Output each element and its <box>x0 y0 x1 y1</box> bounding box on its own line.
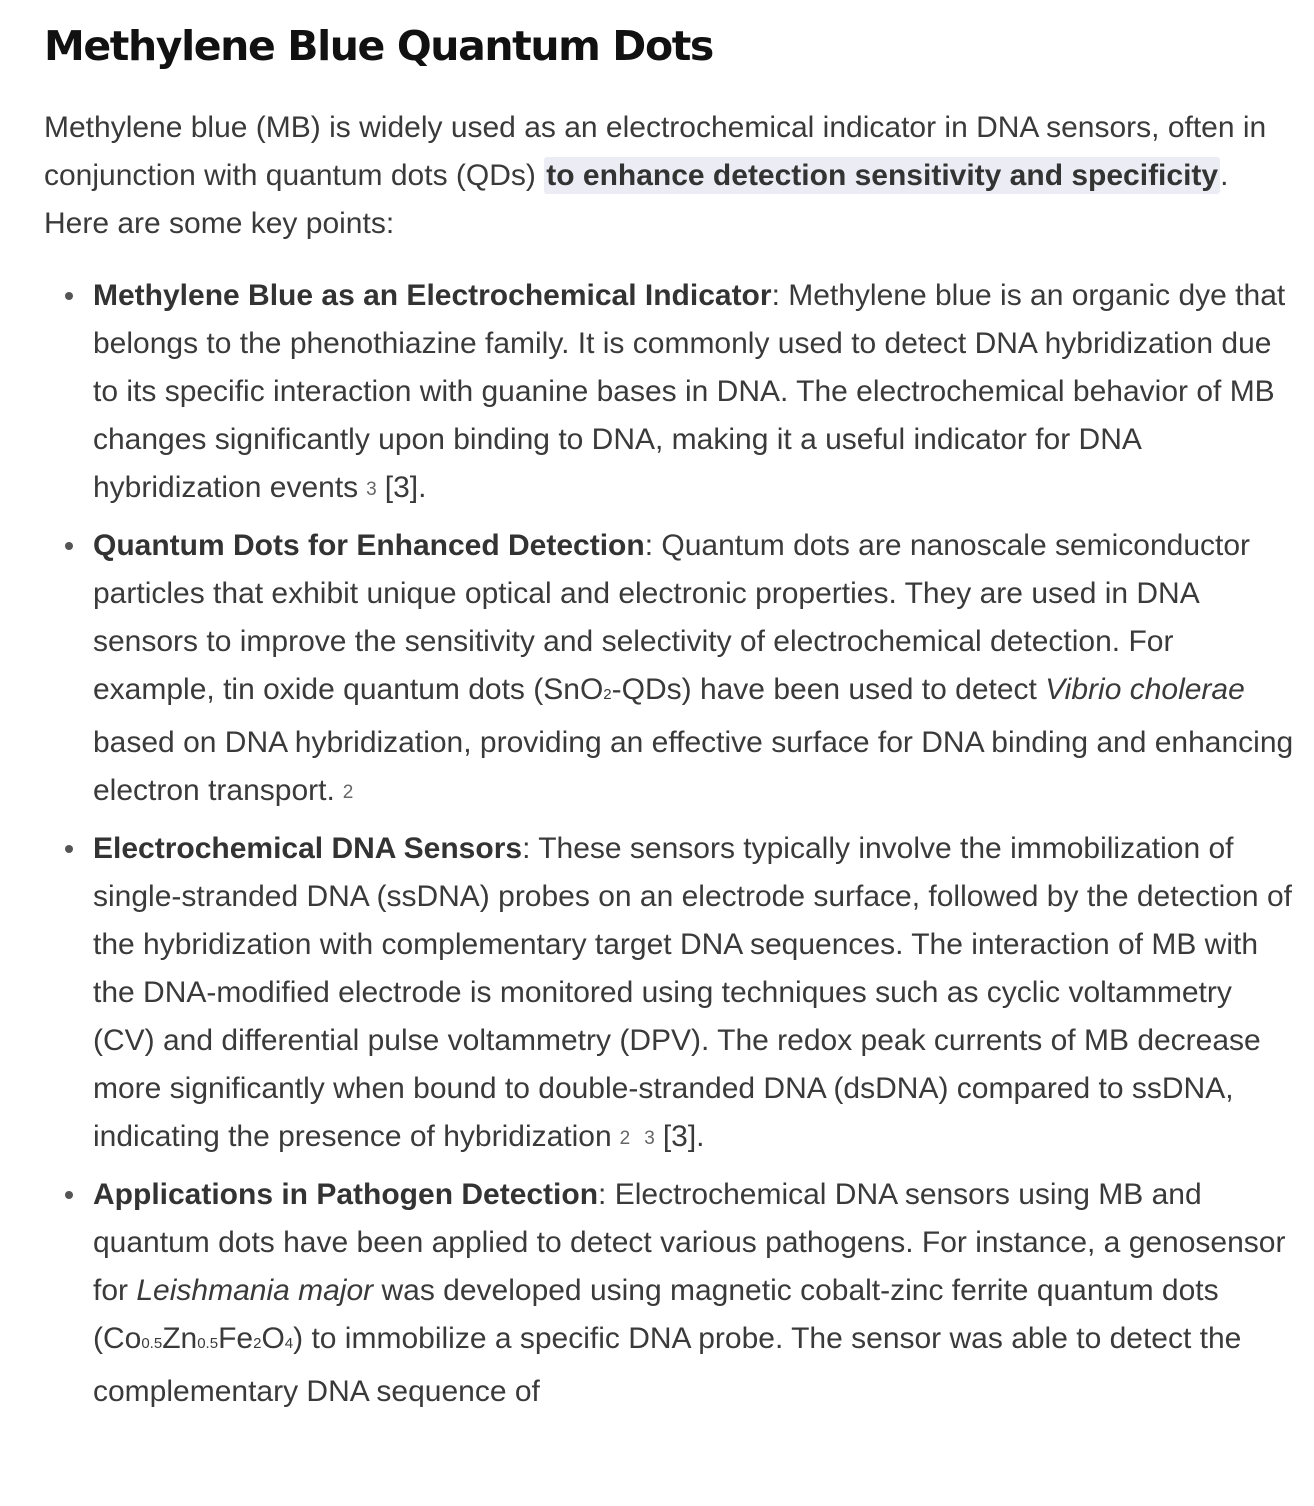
item-term: Applications in Pathogen Detection <box>93 1178 599 1211</box>
citation-badge[interactable]: 3 <box>644 1128 655 1149</box>
item-text: : Quantum dots are nanoscale semiconductor particles that exhibit unique optical and electronic properties. They are used in DNA sensors to improve the sensitivity and selectivity of electrochemical detection. For example, tin oxide quantum dots (SnO <box>93 529 1251 706</box>
intro-highlight: to enhance detection sensitivity and specificity <box>546 159 1219 192</box>
item-text: Zn <box>162 1322 198 1355</box>
item-text: ) to immobilize a specific DNA probe. The sensor was able to detect the complementary DNA sequence of <box>93 1322 1242 1408</box>
item-term: Quantum Dots for Enhanced Detection <box>93 529 645 562</box>
bullet-dot <box>65 292 73 300</box>
bullet-dot <box>65 845 73 853</box>
item-term: Electrochemical DNA Sensors <box>93 832 523 865</box>
item-text: -QDs) have been used to detect <box>611 673 1046 706</box>
list-item <box>44 272 1294 514</box>
intro-text: Methylene blue (MB) is widely used as an electrochemical indicator in DNA sensors, often in conjunction with quantum dots (QDs) <box>44 111 1267 192</box>
list-item <box>44 1171 1294 1416</box>
reference-text: [3]. <box>662 1120 705 1153</box>
species-name: Vibrio cholerae <box>1045 673 1245 706</box>
intro-paragraph <box>44 104 1294 248</box>
list-item <box>44 522 1294 817</box>
item-text: Fe <box>218 1322 254 1355</box>
reference-text: [3]. <box>384 471 427 504</box>
page-title: Methylene Blue Quantum Dots <box>44 22 713 70</box>
item-text: : Electrochemical DNA sensors using MB and quantum dots have been applied to detect various pathogens. For instance, a genosensor for <box>93 1178 1286 1307</box>
bullet-dot <box>65 542 73 550</box>
item-term: Methylene Blue as an Electrochemical Indicator <box>93 279 772 312</box>
list-item <box>44 825 1294 1163</box>
key-points-list <box>44 272 1294 1416</box>
item-text: based on DNA hybridization, providing an effective surface for DNA binding and enhancing electron transport. <box>93 726 1294 807</box>
species-name: Leishmania major <box>136 1274 374 1307</box>
item-text: was developed using magnetic cobalt-zinc ferrite quantum dots (Co <box>93 1274 1219 1355</box>
subscript: 2 <box>253 1335 262 1352</box>
subscript: 2 <box>603 686 612 703</box>
bullet-dot <box>65 1191 73 1199</box>
subscript: 4 <box>284 1335 294 1352</box>
item-text: : Methylene blue is an organic dye that belongs to the phenothiazine family. It is commonly used to detect DNA hybridization due to its specific interaction with guanine bases in DNA. The electrochemical behavior of MB changes significantly upon binding to DNA, making it a useful indicator for DNA hybridization events <box>93 279 1286 504</box>
subscript: 0.5 <box>141 1335 163 1352</box>
citation-badge[interactable]: 2 <box>619 1128 631 1149</box>
intro-text-end: . Here are some key points: <box>44 159 1229 240</box>
citation-badge[interactable]: 2 <box>342 782 354 803</box>
item-text: : These sensors typically involve the immobilization of single-stranded DNA (ssDNA) probes on an electrode surface, followed by the detection of the hybridization with complementary target DNA sequences. The interaction of MB with the DNA-modified electrode is monitored using techniques such as cyclic voltammetry (CV) and differential pulse voltammetry (DPV). The redox peak currents of MB decrease more significantly when bound to double-stranded DNA (dsDNA) compared to ssDNA, indicating the presence of hybridization <box>93 832 1292 1153</box>
article <box>44 18 1294 1424</box>
subscript: 0.5 <box>197 1335 219 1352</box>
citation-badge[interactable]: 3 <box>366 479 377 500</box>
item-text: O <box>261 1322 285 1355</box>
